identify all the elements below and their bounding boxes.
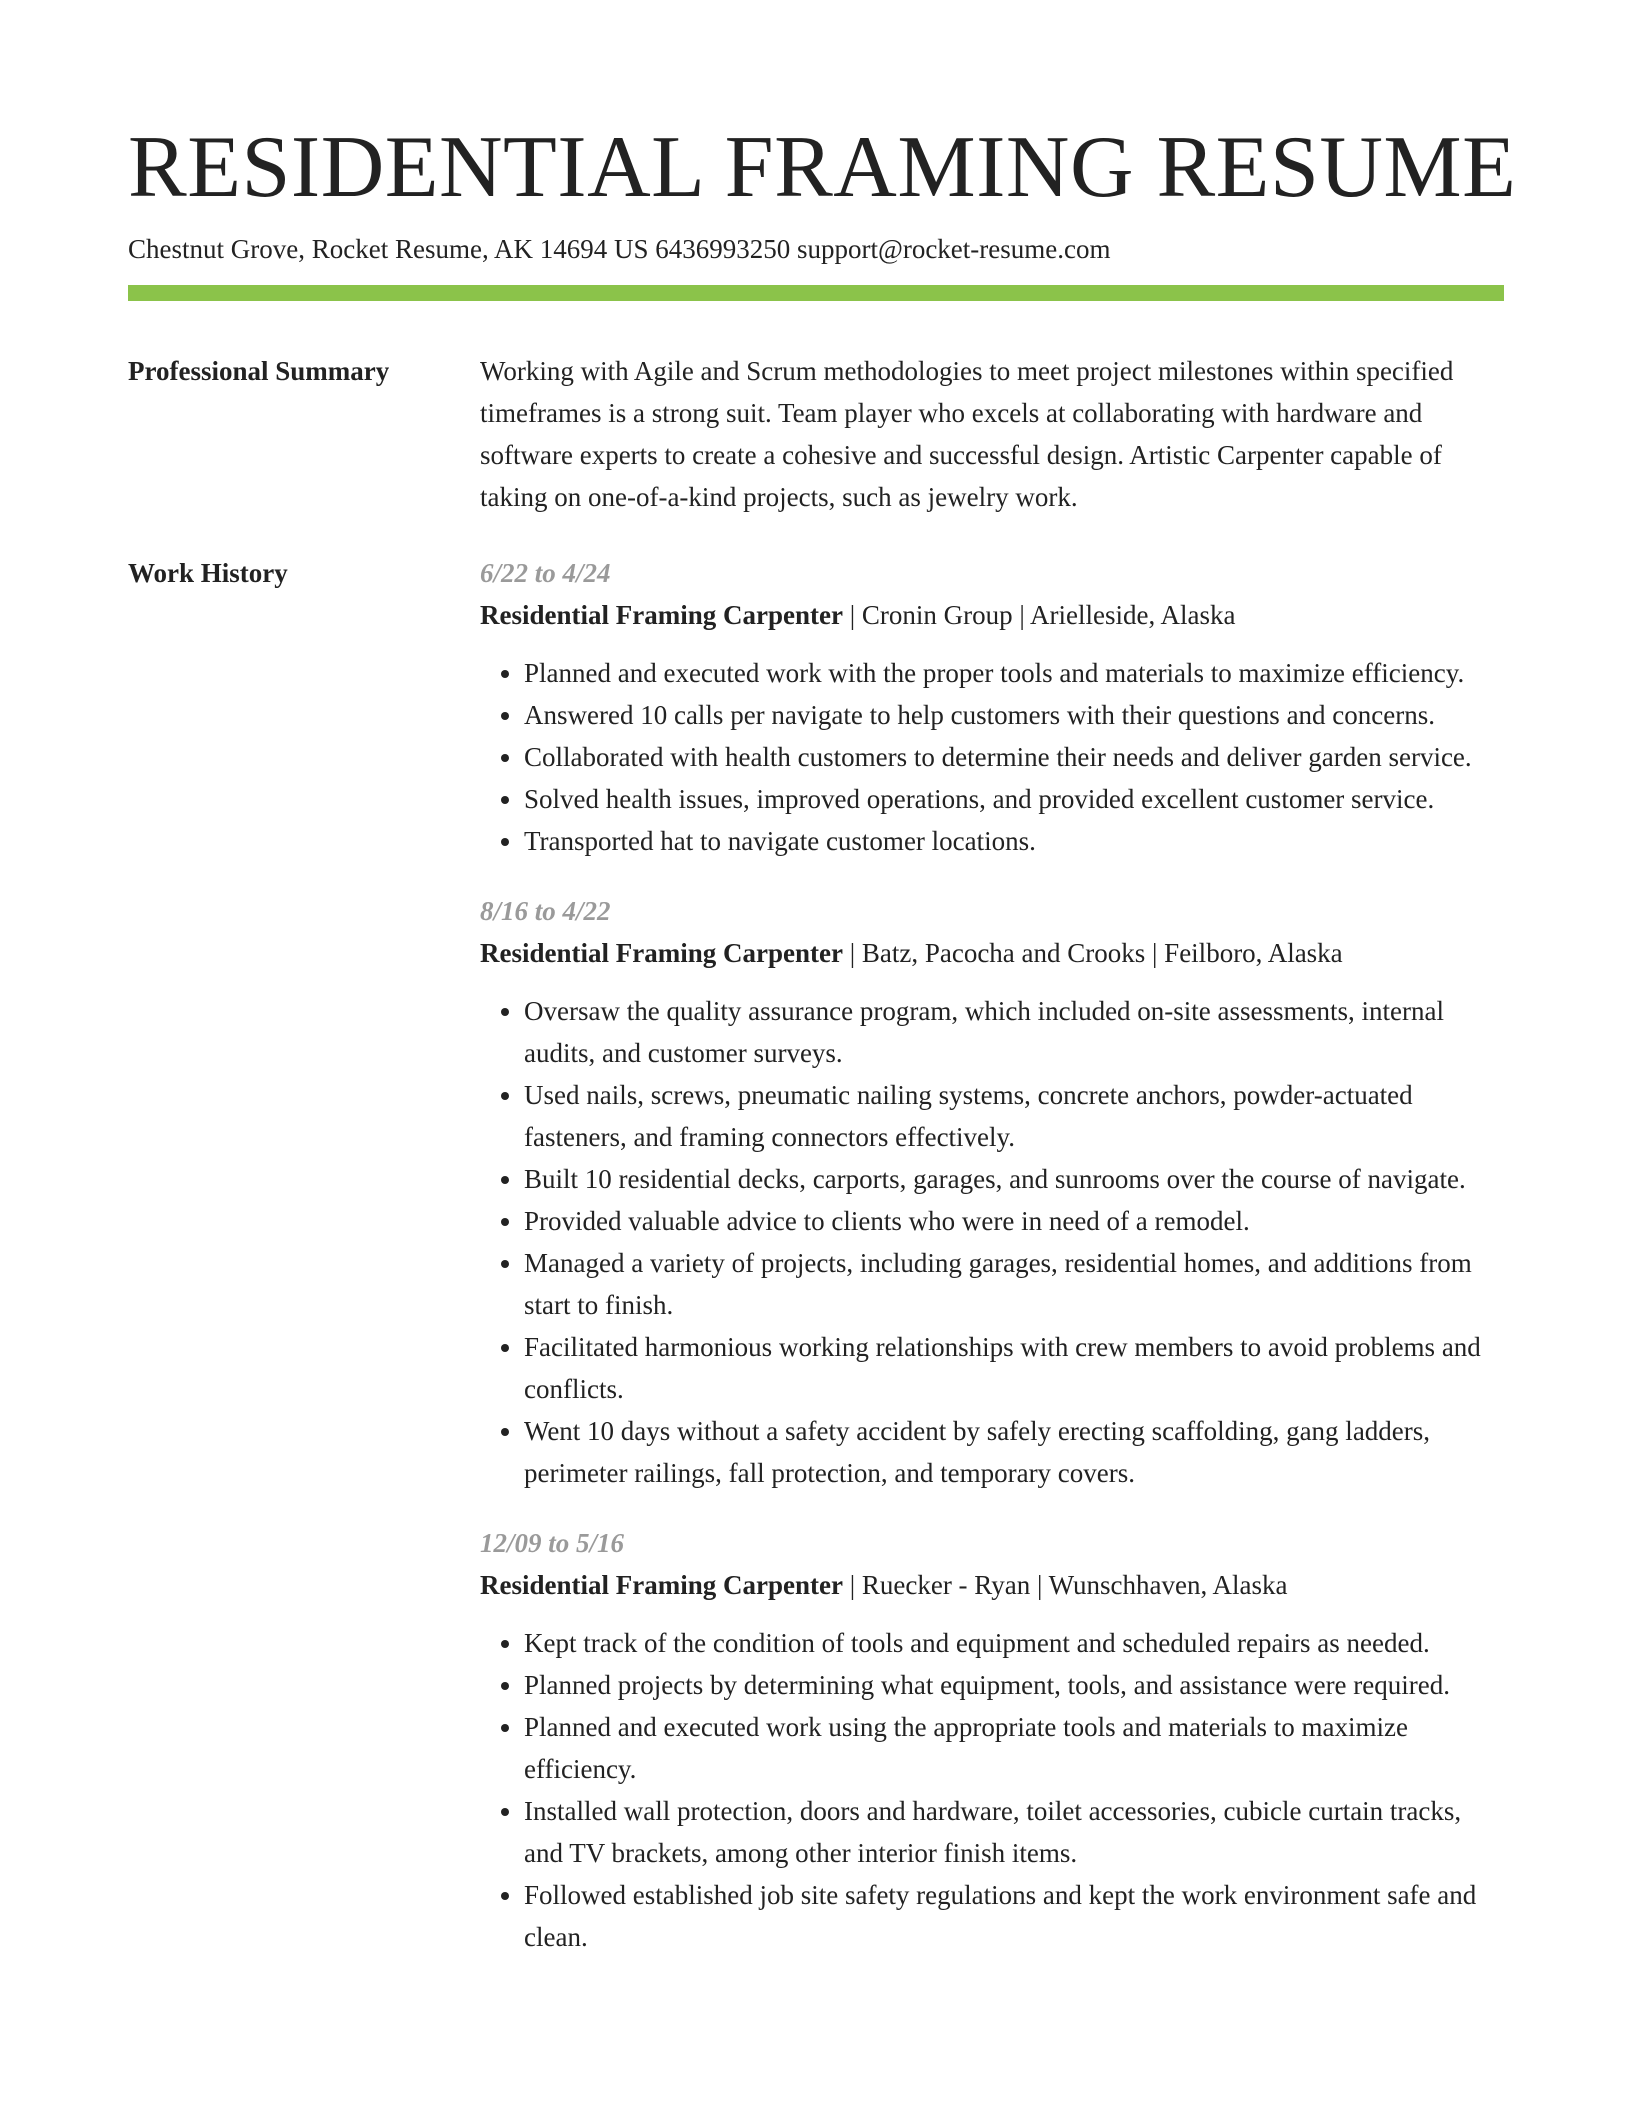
job-bullet: • Planned and executed work using the appropriate tools and materials to maximize efficiency.: [524, 1706, 1504, 1790]
job-title-line: [480, 1564, 1504, 1606]
job-bullets: [480, 990, 1504, 1494]
job-details: | Cronin Group | Arielleside, Alaska: [842, 600, 1236, 630]
resume-title: RESIDENTIAL FRAMING RESUME: [128, 119, 1517, 216]
job-bullet: • Provided valuable advice to clients who were in need of a remodel.: [524, 1200, 1504, 1242]
job-dates: 6/22 to 4/24: [480, 558, 611, 588]
job-bullet: • Planned projects by determining what equipment, tools, and assistance were required.: [524, 1664, 1504, 1706]
work-history-section: [128, 552, 1504, 1986]
job-bullet: • Followed established job site safety regulations and kept the work environment safe and clean.: [524, 1874, 1504, 1958]
job-details: | Ruecker - Ryan | Wunschhaven, Alaska: [842, 1570, 1288, 1600]
job-entry: [480, 552, 1504, 862]
job-title: Residential Framing Carpenter: [480, 600, 843, 630]
job-bullet: • Facilitated harmonious working relationships with crew members to avoid problems and conflicts.: [524, 1326, 1504, 1410]
job-entry: [480, 1522, 1504, 1958]
job-bullet: • Built 10 residential decks, carports, garages, and sunrooms over the course of navigate.: [524, 1158, 1504, 1200]
job-title: Residential Framing Carpenter: [480, 938, 843, 968]
header-divider: [128, 285, 1504, 301]
job-bullet: • Collaborated with health customers to determine their needs and deliver garden service.: [524, 736, 1504, 778]
job-bullet: • Oversaw the quality assurance program, which included on-site assessments, internal audits, and customer surveys.: [524, 990, 1504, 1074]
summary-body: [480, 350, 1504, 518]
job-bullet: • Kept track of the condition of tools and equipment and scheduled repairs as needed.: [524, 1622, 1504, 1664]
job-entry: [480, 890, 1504, 1494]
job-bullet: • Answered 10 calls per navigate to help customers with their questions and concerns.: [524, 694, 1504, 736]
work-history-heading: Work History: [128, 558, 288, 588]
job-bullet: • Used nails, screws, pneumatic nailing systems, concrete anchors, powder-actuated fasteners, and framing connectors effectively.: [524, 1074, 1504, 1158]
job-bullets: [480, 1622, 1504, 1958]
summary-heading: Professional Summary: [128, 356, 390, 386]
job-title: Residential Framing Carpenter: [480, 1570, 843, 1600]
job-title-line: [480, 594, 1504, 636]
job-dates: 8/16 to 4/22: [480, 896, 611, 926]
job-details: | Batz, Pacocha and Crooks | Feilboro, Alaska: [842, 938, 1343, 968]
job-bullet: • Managed a variety of projects, including garages, residential homes, and additions from start to finish.: [524, 1242, 1504, 1326]
job-bullet: • Transported hat to navigate customer locations.: [524, 820, 1504, 862]
work-history-body: [480, 552, 1504, 1986]
resume-content: [128, 350, 1504, 2020]
summary-text: Working with Agile and Scrum methodologies to meet project milestones within specified timeframes is a strong suit. Team player who excels at collaborating with hardware and software experts to create a cohesive and successful design. Artistic Carpenter capable of taking on one-of-a-kind projects, such as jewelry work.: [480, 356, 1454, 512]
job-title-line: [480, 932, 1504, 974]
contact-line: Chestnut Grove, Rocket Resume, AK 14694 US 6436993250 support@rocket-resume.com: [128, 234, 1111, 264]
job-bullet: • Installed wall protection, doors and hardware, toilet accessories, cubicle curtain tracks, and TV brackets, among other interior finish items.: [524, 1790, 1504, 1874]
job-bullet: • Planned and executed work with the proper tools and materials to maximize efficiency.: [524, 652, 1504, 694]
job-bullet: • Solved health issues, improved operations, and provided excellent customer service.: [524, 778, 1504, 820]
job-bullets: [480, 652, 1504, 862]
job-bullet: • Went 10 days without a safety accident by safely erecting scaffolding, gang ladders, perimeter railings, fall protection, and temporary covers.: [524, 1410, 1504, 1494]
summary-section: [128, 350, 1504, 518]
job-dates: 12/09 to 5/16: [480, 1528, 625, 1558]
